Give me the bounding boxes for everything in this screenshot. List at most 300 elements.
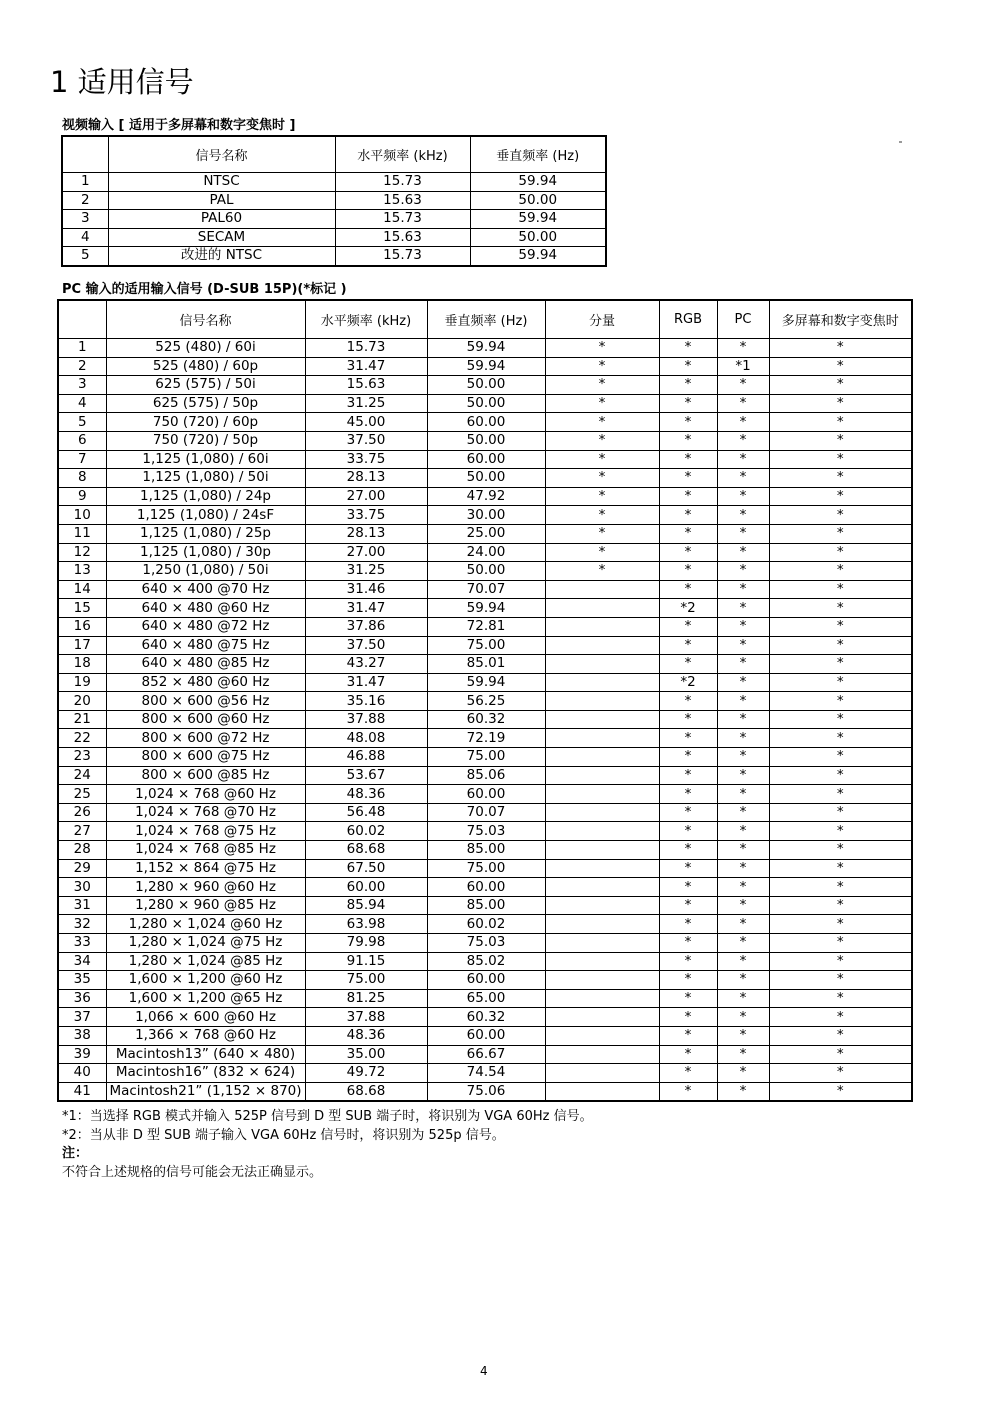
pc-table-cell-multiscreen-zoom: * xyxy=(769,636,912,655)
pc-table-cell-pc: * xyxy=(717,952,769,971)
pc-table-cell-rgb: * xyxy=(659,431,717,450)
pc-table-cell-multiscreen-zoom: * xyxy=(769,357,912,376)
pc-table-cell-pc: * xyxy=(717,1082,769,1101)
pc-table-cell-multiscreen-zoom: * xyxy=(769,841,912,860)
pc-table-cell-vertical-freq: 75.00 xyxy=(427,748,545,767)
video-table-row xyxy=(62,228,606,247)
pc-table-cell-rgb: * xyxy=(659,655,717,674)
pc-table-cell-horizontal-freq: 68.68 xyxy=(305,841,427,860)
pc-table-cell-component xyxy=(545,580,659,599)
pc-table-cell-index: 30 xyxy=(58,878,106,897)
pc-table-row xyxy=(58,822,912,841)
pc-table-cell-signal-name: 640 × 480 @85 Hz xyxy=(106,655,305,674)
pc-table-cell-signal-name: 1,024 × 768 @70 Hz xyxy=(106,803,305,822)
pc-table-row xyxy=(58,413,912,432)
pc-table-cell-multiscreen-zoom: * xyxy=(769,785,912,804)
pc-table-cell-pc: * xyxy=(717,543,769,562)
pc-table-row xyxy=(58,487,912,506)
pc-signal-table xyxy=(57,299,913,1102)
video-table-cell-horizontal-freq: 15.73 xyxy=(335,247,470,266)
pc-table-cell-horizontal-freq: 31.47 xyxy=(305,673,427,692)
pc-table-cell-horizontal-freq: 37.88 xyxy=(305,1008,427,1027)
pc-header-rgb: RGB xyxy=(659,300,717,339)
pc-table-cell-multiscreen-zoom: * xyxy=(769,1082,912,1101)
pc-table-cell-horizontal-freq: 45.00 xyxy=(305,413,427,432)
pc-table-cell-component xyxy=(545,1082,659,1101)
pc-table-cell-horizontal-freq: 53.67 xyxy=(305,766,427,785)
pc-header-component: 分量 xyxy=(545,300,659,339)
pc-table-cell-component: * xyxy=(545,562,659,581)
pc-table-cell-pc: * xyxy=(717,971,769,990)
pc-table-cell-rgb: * xyxy=(659,1008,717,1027)
pc-table-row xyxy=(58,766,912,785)
pc-table-cell-vertical-freq: 59.94 xyxy=(427,673,545,692)
pc-table-cell-index: 41 xyxy=(58,1082,106,1101)
pc-table-cell-multiscreen-zoom: * xyxy=(769,580,912,599)
pc-table-row xyxy=(58,952,912,971)
pc-table-cell-index: 21 xyxy=(58,710,106,729)
pc-table-cell-index: 34 xyxy=(58,952,106,971)
pc-table-cell-signal-name: 1,600 × 1,200 @65 Hz xyxy=(106,989,305,1008)
pc-table-cell-horizontal-freq: 60.02 xyxy=(305,822,427,841)
pc-table-cell-component xyxy=(545,841,659,860)
pc-table-cell-pc: * xyxy=(717,859,769,878)
pc-table-cell-rgb: * xyxy=(659,1026,717,1045)
pc-table-cell-component: * xyxy=(545,376,659,395)
pc-table-row xyxy=(58,729,912,748)
pc-table-row xyxy=(58,934,912,953)
pc-table-cell-multiscreen-zoom: * xyxy=(769,748,912,767)
pc-table-cell-horizontal-freq: 27.00 xyxy=(305,487,427,506)
pc-table-cell-vertical-freq: 70.07 xyxy=(427,580,545,599)
pc-table-cell-component: * xyxy=(545,413,659,432)
pc-table-row xyxy=(58,469,912,488)
pc-table-cell-multiscreen-zoom: * xyxy=(769,971,912,990)
pc-table-row xyxy=(58,506,912,525)
footnote-1: *1：当选择 RGB 模式并输入 525P 信号到 D 型 SUB 端子时，将识别为 VGA 60Hz 信号。 xyxy=(62,1109,593,1124)
pc-table-cell-component xyxy=(545,636,659,655)
pc-table-cell-rgb: * xyxy=(659,896,717,915)
pc-table-cell-vertical-freq: 65.00 xyxy=(427,989,545,1008)
pc-table-cell-vertical-freq: 60.00 xyxy=(427,450,545,469)
pc-table-cell-vertical-freq: 60.00 xyxy=(427,413,545,432)
pc-table-cell-index: 39 xyxy=(58,1045,106,1064)
pc-table-cell-rgb: *2 xyxy=(659,673,717,692)
pc-table-cell-signal-name: 640 × 480 @60 Hz xyxy=(106,599,305,618)
pc-table-cell-pc: * xyxy=(717,915,769,934)
pc-table-cell-pc: * xyxy=(717,989,769,1008)
pc-table-cell-signal-name: 800 × 600 @60 Hz xyxy=(106,710,305,729)
pc-table-cell-signal-name: 1,125 (1,080) / 24sF xyxy=(106,506,305,525)
pc-table-cell-signal-name: 1,280 × 1,024 @85 Hz xyxy=(106,952,305,971)
pc-table-row xyxy=(58,915,912,934)
pc-table-cell-pc: * xyxy=(717,469,769,488)
footnote-2: *2：当从非 D 型 SUB 端子输入 VGA 60Hz 信号时，将识别为 525p 信号。 xyxy=(62,1127,505,1143)
pc-table-cell-rgb: * xyxy=(659,339,717,358)
pc-table-cell-vertical-freq: 60.02 xyxy=(427,915,545,934)
pc-table-cell-signal-name: 800 × 600 @56 Hz xyxy=(106,692,305,711)
pc-table-cell-vertical-freq: 25.00 xyxy=(427,524,545,543)
pc-table-cell-index: 1 xyxy=(58,339,106,358)
pc-table-cell-component xyxy=(545,803,659,822)
pc-table-cell-component xyxy=(545,599,659,618)
pc-table-cell-index: 6 xyxy=(58,431,106,450)
pc-table-cell-rgb: * xyxy=(659,841,717,860)
pc-table-cell-signal-name: 625 (575) / 50p xyxy=(106,394,305,413)
pc-table-cell-vertical-freq: 75.06 xyxy=(427,1082,545,1101)
pc-table-row xyxy=(58,748,912,767)
pc-table-cell-signal-name: 640 × 400 @70 Hz xyxy=(106,580,305,599)
pc-table-cell-index: 15 xyxy=(58,599,106,618)
pc-table-cell-multiscreen-zoom: * xyxy=(769,710,912,729)
pc-table-cell-component xyxy=(545,617,659,636)
pc-table-row xyxy=(58,1045,912,1064)
pc-table-cell-pc: * xyxy=(717,617,769,636)
pc-table-cell-pc: * xyxy=(717,431,769,450)
pc-table-cell-component xyxy=(545,915,659,934)
pc-table-cell-pc: * xyxy=(717,1064,769,1083)
pc-table-row xyxy=(58,989,912,1008)
pc-table-cell-pc: * xyxy=(717,636,769,655)
video-table-row xyxy=(62,191,606,210)
pc-table-cell-signal-name: 750 (720) / 50p xyxy=(106,431,305,450)
pc-table-cell-rgb: * xyxy=(659,543,717,562)
video-table-cell-signal-name: PAL60 xyxy=(108,210,335,229)
pc-table-cell-pc: * xyxy=(717,450,769,469)
pc-table-cell-signal-name: Macintosh13” (640 × 480) xyxy=(106,1045,305,1064)
pc-table-cell-multiscreen-zoom: * xyxy=(769,543,912,562)
pc-table-cell-signal-name: 1,024 × 768 @75 Hz xyxy=(106,822,305,841)
pc-table-cell-horizontal-freq: 43.27 xyxy=(305,655,427,674)
pc-table-cell-horizontal-freq: 68.68 xyxy=(305,1082,427,1101)
pc-table-cell-index: 16 xyxy=(58,617,106,636)
pc-table-cell-component: * xyxy=(545,469,659,488)
pc-table-cell-pc: * xyxy=(717,841,769,860)
pc-table-cell-pc: * xyxy=(717,413,769,432)
video-table-cell-index: 5 xyxy=(62,247,108,266)
pc-table-cell-index: 17 xyxy=(58,636,106,655)
pc-table-cell-multiscreen-zoom: * xyxy=(769,599,912,618)
pc-table-cell-signal-name: Macintosh16” (832 × 624) xyxy=(106,1064,305,1083)
pc-table-cell-pc: * xyxy=(717,896,769,915)
pc-table-cell-index: 5 xyxy=(58,413,106,432)
pc-header-index xyxy=(58,300,106,339)
pc-table-cell-component xyxy=(545,710,659,729)
pc-table-cell-vertical-freq: 60.00 xyxy=(427,785,545,804)
pc-table-cell-rgb: * xyxy=(659,524,717,543)
pc-table-cell-signal-name: 1,366 × 768 @60 Hz xyxy=(106,1026,305,1045)
pc-table-cell-index: 19 xyxy=(58,673,106,692)
pc-table-cell-horizontal-freq: 81.25 xyxy=(305,989,427,1008)
pc-table-cell-signal-name: Macintosh21” (1,152 × 870) xyxy=(106,1082,305,1101)
pc-table-cell-multiscreen-zoom: * xyxy=(769,1045,912,1064)
pc-table-cell-index: 8 xyxy=(58,469,106,488)
pc-table-cell-rgb: * xyxy=(659,357,717,376)
pc-table-cell-multiscreen-zoom: * xyxy=(769,487,912,506)
pc-table-cell-signal-name: 1,250 (1,080) / 50i xyxy=(106,562,305,581)
pc-table-cell-horizontal-freq: 60.00 xyxy=(305,878,427,897)
pc-table-cell-index: 10 xyxy=(58,506,106,525)
pc-table-row xyxy=(58,673,912,692)
pc-table-cell-pc: * xyxy=(717,599,769,618)
pc-table-cell-index: 20 xyxy=(58,692,106,711)
pc-table-cell-vertical-freq: 60.32 xyxy=(427,1008,545,1027)
pc-table-row xyxy=(58,692,912,711)
pc-table-row xyxy=(58,580,912,599)
video-header-index xyxy=(62,136,108,173)
video-table-cell-signal-name: 改进的 NTSC xyxy=(108,247,335,266)
video-table-cell-signal-name: PAL xyxy=(108,191,335,210)
pc-table-cell-rgb: * xyxy=(659,729,717,748)
pc-table-cell-rgb: * xyxy=(659,376,717,395)
pc-table-cell-horizontal-freq: 31.25 xyxy=(305,394,427,413)
pc-table-cell-rgb: * xyxy=(659,915,717,934)
pc-table-cell-pc: * xyxy=(717,729,769,748)
pc-table-cell-signal-name: 1,066 × 600 @60 Hz xyxy=(106,1008,305,1027)
pc-table-cell-index: 38 xyxy=(58,1026,106,1045)
pc-table-row xyxy=(58,1026,912,1045)
pc-table-cell-multiscreen-zoom: * xyxy=(769,562,912,581)
pc-table-cell-vertical-freq: 59.94 xyxy=(427,357,545,376)
pc-table-cell-multiscreen-zoom: * xyxy=(769,431,912,450)
pc-table-cell-multiscreen-zoom: * xyxy=(769,692,912,711)
pc-table-cell-horizontal-freq: 35.00 xyxy=(305,1045,427,1064)
pc-table-cell-rgb: * xyxy=(659,1045,717,1064)
pc-table-cell-signal-name: 640 × 480 @75 Hz xyxy=(106,636,305,655)
pc-table-cell-component xyxy=(545,896,659,915)
pc-table-cell-pc: * xyxy=(717,878,769,897)
pc-table-cell-pc: * xyxy=(717,766,769,785)
pc-table-cell-rgb: * xyxy=(659,859,717,878)
pc-table-cell-vertical-freq: 59.94 xyxy=(427,339,545,358)
pc-table-cell-component xyxy=(545,766,659,785)
pc-table-cell-pc: * xyxy=(717,655,769,674)
pc-table-cell-horizontal-freq: 35.16 xyxy=(305,692,427,711)
pc-table-cell-multiscreen-zoom: * xyxy=(769,989,912,1008)
pc-table-cell-component xyxy=(545,1008,659,1027)
pc-table-cell-rgb: * xyxy=(659,413,717,432)
pc-table-cell-rgb: * xyxy=(659,1064,717,1083)
pc-table-cell-component xyxy=(545,971,659,990)
pc-table-cell-horizontal-freq: 28.13 xyxy=(305,469,427,488)
pc-table-cell-multiscreen-zoom: * xyxy=(769,822,912,841)
pc-table-cell-signal-name: 750 (720) / 60p xyxy=(106,413,305,432)
pc-table-cell-vertical-freq: 56.25 xyxy=(427,692,545,711)
pc-table-row xyxy=(58,1082,912,1101)
pc-table-cell-multiscreen-zoom: * xyxy=(769,394,912,413)
note-label: 注： xyxy=(62,1146,89,1161)
pc-table-cell-rgb: * xyxy=(659,934,717,953)
pc-table-cell-vertical-freq: 75.00 xyxy=(427,859,545,878)
pc-table-cell-multiscreen-zoom: * xyxy=(769,450,912,469)
pc-table-cell-horizontal-freq: 33.75 xyxy=(305,450,427,469)
pc-table-cell-signal-name: 1,280 × 960 @85 Hz xyxy=(106,896,305,915)
pc-table-cell-vertical-freq: 75.03 xyxy=(427,934,545,953)
pc-table-cell-signal-name: 1,280 × 1,024 @75 Hz xyxy=(106,934,305,953)
pc-table-cell-component: * xyxy=(545,543,659,562)
video-table-header-row xyxy=(62,136,606,173)
pc-table-row xyxy=(58,617,912,636)
pc-table-cell-signal-name: 640 × 480 @72 Hz xyxy=(106,617,305,636)
pc-header-vertical-freq: 垂直频率 (Hz) xyxy=(427,300,545,339)
footnotes xyxy=(62,1108,593,1182)
pc-table-row xyxy=(58,841,912,860)
pc-table-cell-multiscreen-zoom: * xyxy=(769,934,912,953)
pc-table-cell-signal-name: 800 × 600 @85 Hz xyxy=(106,766,305,785)
pc-table-cell-multiscreen-zoom: * xyxy=(769,915,912,934)
video-table-row xyxy=(62,210,606,229)
pc-table-cell-vertical-freq: 50.00 xyxy=(427,469,545,488)
pc-table-cell-index: 12 xyxy=(58,543,106,562)
pc-table-cell-horizontal-freq: 91.15 xyxy=(305,952,427,971)
pc-table-row xyxy=(58,543,912,562)
pc-table-cell-component: * xyxy=(545,506,659,525)
pc-table-row xyxy=(58,896,912,915)
pc-table-cell-component xyxy=(545,692,659,711)
pc-table-cell-rgb: * xyxy=(659,748,717,767)
pc-table-row xyxy=(58,357,912,376)
pc-table-cell-multiscreen-zoom: * xyxy=(769,878,912,897)
pc-table-cell-index: 11 xyxy=(58,524,106,543)
pc-table-cell-pc: * xyxy=(717,376,769,395)
pc-table-cell-signal-name: 1,280 × 1,024 @60 Hz xyxy=(106,915,305,934)
pc-table-row xyxy=(58,339,912,358)
pc-table-cell-vertical-freq: 60.00 xyxy=(427,878,545,897)
pc-table-cell-component xyxy=(545,1026,659,1045)
pc-table-cell-component xyxy=(545,934,659,953)
pc-table-cell-horizontal-freq: 37.50 xyxy=(305,636,427,655)
pc-table-cell-component: * xyxy=(545,431,659,450)
pc-table-row xyxy=(58,376,912,395)
pc-table-cell-rgb: * xyxy=(659,989,717,1008)
pc-table-cell-horizontal-freq: 15.63 xyxy=(305,376,427,395)
video-table-cell-vertical-freq: 59.94 xyxy=(470,247,606,266)
pc-table-cell-signal-name: 525 (480) / 60p xyxy=(106,357,305,376)
pc-table-cell-pc: * xyxy=(717,803,769,822)
pc-table-cell-component xyxy=(545,1045,659,1064)
pc-table-cell-vertical-freq: 24.00 xyxy=(427,543,545,562)
pc-table-cell-index: 7 xyxy=(58,450,106,469)
video-signal-table xyxy=(61,135,607,267)
pc-table-cell-index: 23 xyxy=(58,748,106,767)
pc-table-cell-vertical-freq: 85.00 xyxy=(427,896,545,915)
pc-table-row xyxy=(58,710,912,729)
pc-table-row xyxy=(58,562,912,581)
pc-table-row xyxy=(58,636,912,655)
pc-table-cell-rgb: * xyxy=(659,710,717,729)
pc-table-cell-pc: * xyxy=(717,339,769,358)
video-table-cell-vertical-freq: 59.94 xyxy=(470,210,606,229)
pc-table-cell-index: 14 xyxy=(58,580,106,599)
pc-table-cell-horizontal-freq: 27.00 xyxy=(305,543,427,562)
pc-table-cell-multiscreen-zoom: * xyxy=(769,1064,912,1083)
pc-table-cell-horizontal-freq: 33.75 xyxy=(305,506,427,525)
pc-table-cell-index: 26 xyxy=(58,803,106,822)
pc-table-cell-vertical-freq: 66.67 xyxy=(427,1045,545,1064)
pc-table-row xyxy=(58,599,912,618)
pc-table-cell-index: 36 xyxy=(58,989,106,1008)
pc-table-cell-horizontal-freq: 31.47 xyxy=(305,599,427,618)
pc-table-row xyxy=(58,655,912,674)
pc-table-cell-horizontal-freq: 48.36 xyxy=(305,785,427,804)
pc-table-row xyxy=(58,1008,912,1027)
pc-table-cell-rgb: * xyxy=(659,562,717,581)
pc-table-cell-signal-name: 525 (480) / 60i xyxy=(106,339,305,358)
pc-table-cell-multiscreen-zoom: * xyxy=(769,655,912,674)
pc-table-cell-horizontal-freq: 31.46 xyxy=(305,580,427,599)
pc-table-cell-horizontal-freq: 37.86 xyxy=(305,617,427,636)
pc-table-cell-horizontal-freq: 49.72 xyxy=(305,1064,427,1083)
pc-table-cell-component: * xyxy=(545,487,659,506)
pc-table-cell-rgb: * xyxy=(659,1082,717,1101)
pc-table-cell-component xyxy=(545,785,659,804)
pc-table-cell-horizontal-freq: 37.88 xyxy=(305,710,427,729)
pc-table-cell-horizontal-freq: 46.88 xyxy=(305,748,427,767)
pc-table-cell-horizontal-freq: 56.48 xyxy=(305,803,427,822)
pc-table-cell-index: 18 xyxy=(58,655,106,674)
pc-table-cell-index: 35 xyxy=(58,971,106,990)
pc-table-cell-multiscreen-zoom: * xyxy=(769,506,912,525)
pc-table-cell-rgb: * xyxy=(659,636,717,655)
video-table-cell-horizontal-freq: 15.63 xyxy=(335,191,470,210)
pc-table-row xyxy=(58,524,912,543)
pc-table-cell-pc: * xyxy=(717,524,769,543)
pc-table-cell-component xyxy=(545,655,659,674)
pc-table-cell-index: 37 xyxy=(58,1008,106,1027)
pc-table-cell-vertical-freq: 85.01 xyxy=(427,655,545,674)
pc-table-cell-rgb: * xyxy=(659,952,717,971)
pc-table-cell-pc: * xyxy=(717,394,769,413)
pc-table-cell-vertical-freq: 50.00 xyxy=(427,431,545,450)
pc-table-cell-rgb: * xyxy=(659,487,717,506)
pc-table-cell-rgb: * xyxy=(659,617,717,636)
video-table-cell-index: 1 xyxy=(62,173,108,192)
pc-table-cell-horizontal-freq: 75.00 xyxy=(305,971,427,990)
pc-table-cell-multiscreen-zoom: * xyxy=(769,952,912,971)
pc-header-signal-name: 信号名称 xyxy=(106,300,305,339)
pc-table-cell-signal-name: 1,024 × 768 @85 Hz xyxy=(106,841,305,860)
pc-table-row xyxy=(58,859,912,878)
pc-table-cell-component xyxy=(545,748,659,767)
video-table-cell-vertical-freq: 50.00 xyxy=(470,228,606,247)
pc-table-cell-horizontal-freq: 31.47 xyxy=(305,357,427,376)
pc-table-cell-index: 22 xyxy=(58,729,106,748)
pc-table-cell-index: 40 xyxy=(58,1064,106,1083)
pc-table-cell-vertical-freq: 50.00 xyxy=(427,376,545,395)
pc-table-cell-index: 3 xyxy=(58,376,106,395)
pc-table-cell-multiscreen-zoom: * xyxy=(769,1008,912,1027)
pc-table-cell-pc: * xyxy=(717,673,769,692)
pc-table-cell-signal-name: 1,125 (1,080) / 30p xyxy=(106,543,305,562)
pc-table-cell-vertical-freq: 75.00 xyxy=(427,636,545,655)
pc-table-cell-signal-name: 1,600 × 1,200 @60 Hz xyxy=(106,971,305,990)
pc-table-cell-pc: * xyxy=(717,748,769,767)
pc-table-cell-vertical-freq: 74.54 xyxy=(427,1064,545,1083)
video-table-cell-index: 4 xyxy=(62,228,108,247)
video-table-cell-signal-name: SECAM xyxy=(108,228,335,247)
pc-table-cell-index: 24 xyxy=(58,766,106,785)
pc-table-cell-rgb: * xyxy=(659,450,717,469)
pc-table-cell-multiscreen-zoom: * xyxy=(769,524,912,543)
pc-table-cell-multiscreen-zoom: * xyxy=(769,469,912,488)
pc-table-cell-signal-name: 1,024 × 768 @60 Hz xyxy=(106,785,305,804)
pc-table-cell-index: 13 xyxy=(58,562,106,581)
pc-table-cell-rgb: * xyxy=(659,469,717,488)
pc-table-cell-vertical-freq: 60.00 xyxy=(427,1026,545,1045)
pc-header-pc: PC xyxy=(717,300,769,339)
pc-table-cell-index: 32 xyxy=(58,915,106,934)
video-table-row xyxy=(62,247,606,266)
